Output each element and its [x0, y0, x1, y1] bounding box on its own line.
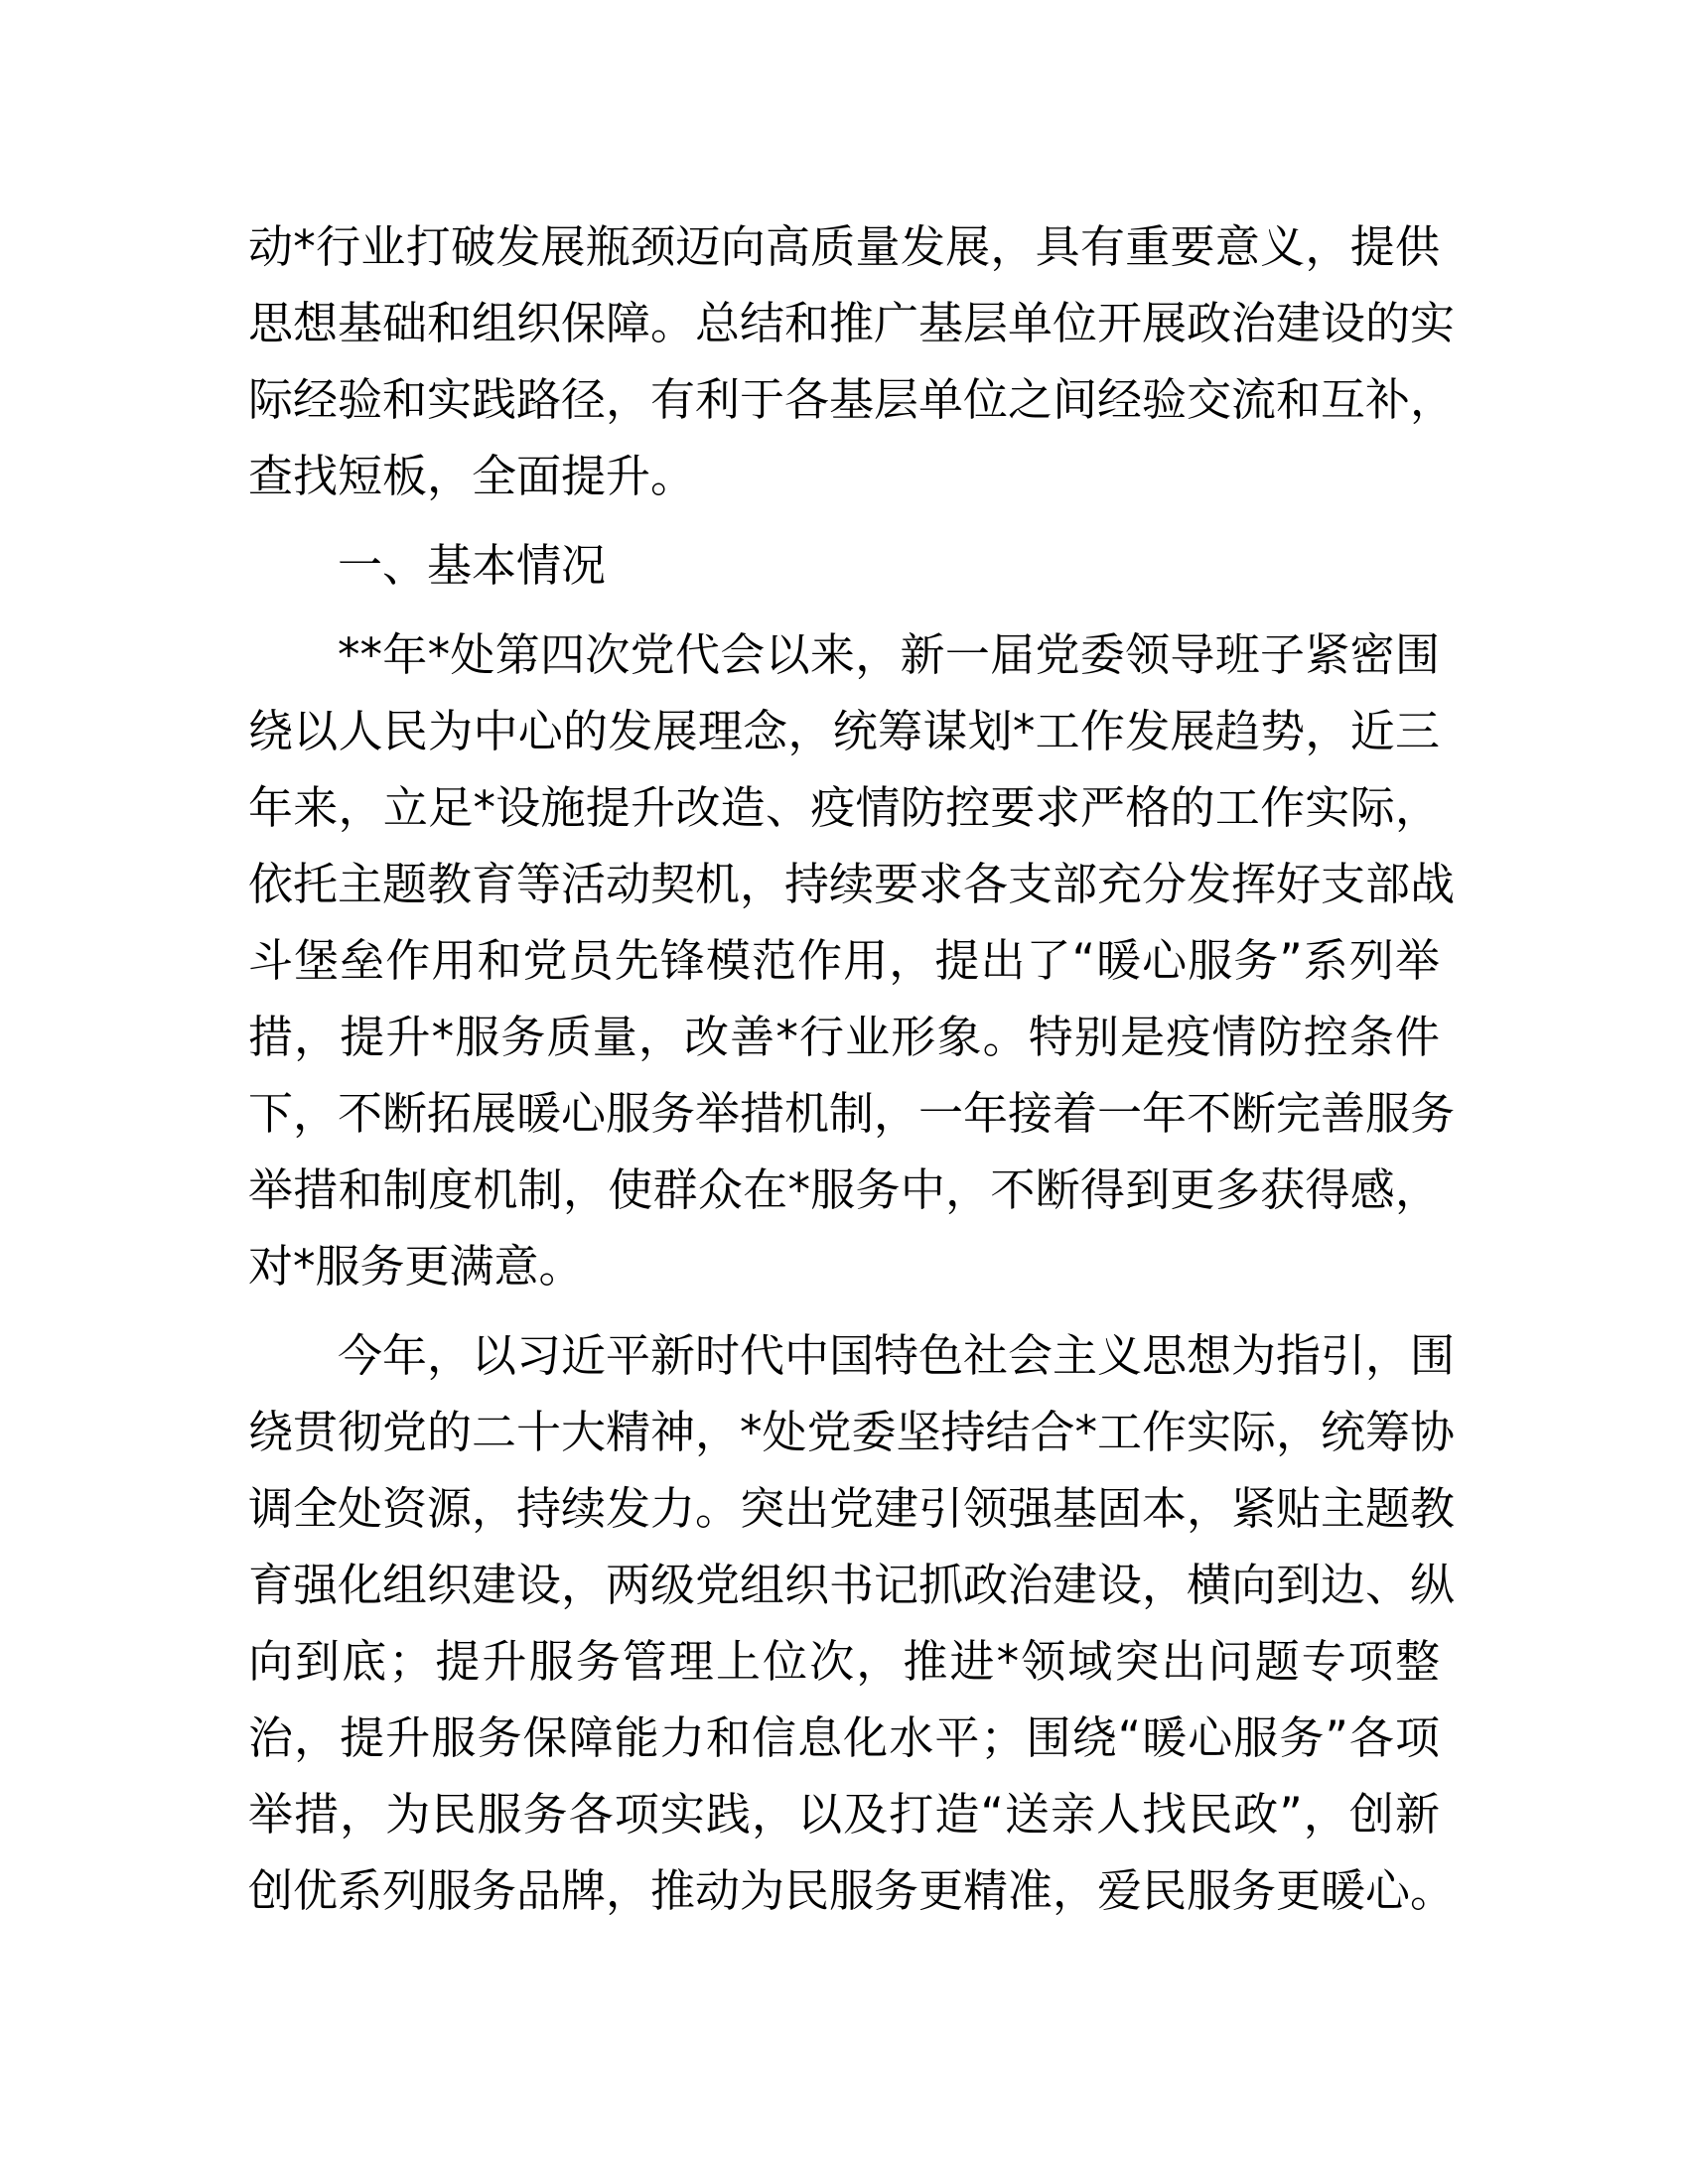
text-line: 查找短板，全面提升。 — [248, 450, 696, 502]
text-line: 思想基础和组织保障。总结和推广基层单位开展政治建设的实 — [248, 297, 1456, 349]
text-line: 调全处资源，持续发力。突出党建引领强基固本，紧贴主题教 — [248, 1482, 1456, 1535]
text-line: 斗堡垒作用和党员先锋模范作用，提出了“暖心服务”系列举 — [248, 934, 1440, 987]
text-line: 年来，立足*设施提升改造、疫情防控要求严格的工作实际， — [248, 781, 1440, 834]
section-heading: 一、基本情况 — [338, 539, 607, 592]
text-line: 育强化组织建设，两级党组织书记抓政治建设，横向到边、纵 — [248, 1559, 1456, 1611]
text-line: 治，提升服务保障能力和信息化水平；围绕“暖心服务”各项 — [248, 1711, 1440, 1764]
text-line: 下，不断拓展暖心服务举措机制，一年接着一年不断完善服务 — [248, 1087, 1456, 1140]
text-line: 举措和制度机制，使群众在*服务中，不断得到更多获得感， — [248, 1163, 1440, 1216]
intro-paragraph — [248, 208, 1456, 514]
paragraph-2 — [248, 1317, 1456, 1929]
text-line: 对*服务更满意。 — [248, 1240, 584, 1293]
text-line: 今年，以习近平新时代中国特色社会主义思想为指引，围 — [338, 1329, 1456, 1382]
text-line: 际经验和实践路径，有利于各基层单位之间经验交流和互补， — [248, 373, 1456, 426]
paragraph-1 — [248, 616, 1456, 1304]
text-line: 依托主题教育等活动契机，持续要求各支部充分发挥好支部战 — [248, 858, 1456, 910]
text-line: 举措，为民服务各项实践，以及打造“送亲人找民政”，创新 — [248, 1788, 1440, 1841]
text-line: 绕以人民为中心的发展理念，统筹谋划*工作发展趋势，近三 — [248, 705, 1440, 757]
text-line: 向到底；提升服务管理上位次，推进*领域突出问题专项整 — [248, 1635, 1440, 1688]
document-page — [248, 208, 1456, 1929]
text-line: **年*处第四次党代会以来，新一届党委领导班子紧密围 — [338, 628, 1440, 681]
text-line: 创优系列服务品牌，推动为民服务更精准，爱民服务更暖心。 — [248, 1864, 1456, 1917]
text-line: 绕贯彻党的二十大精神，*处党委坚持结合*工作实际，统筹协 — [248, 1406, 1456, 1458]
text-line: 措，提升*服务质量，改善*行业形象。特别是疫情防控条件 — [248, 1011, 1440, 1063]
text-line: 动*行业打破发展瓶颈迈向高质量发展，具有重要意义，提供 — [248, 220, 1440, 273]
